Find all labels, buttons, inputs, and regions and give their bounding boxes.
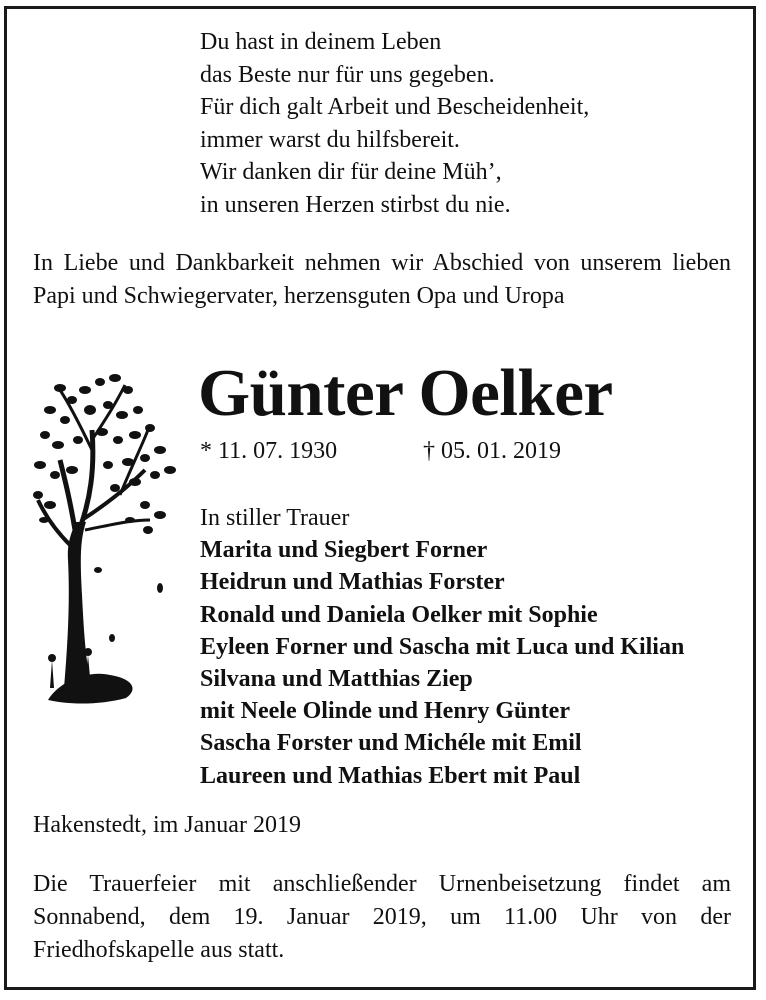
poem-line: in unseren Herzen stirbst du nie. [200,191,511,218]
mourner-entry: Ronald und Daniela Oelker mit Sophie [200,601,598,628]
death-date: † 05. 01. 2019 [423,438,561,464]
mourner-entry: Laureen und Mathias Ebert mit Paul [200,762,581,789]
birth-date: * 11. 07. 1930 [200,438,338,464]
mourner-entry: Silvana und Matthias Ziep [200,666,473,693]
mourner-entry: Eyleen Forner und Sascha mit Luca und Kilian [200,633,685,660]
life-dates [200,438,561,465]
poem-line: Du hast in deinem Leben [200,29,442,55]
poem-line: das Beste nur für uns gegeben. [200,61,495,88]
mourner-entry: mit Neele Olinde und Henry Günter [200,698,570,725]
poem-line: immer warst du hilfsbereit. [200,126,460,153]
mourner-entry: Sascha Forster und Michéle mit Emil [200,730,582,757]
poem-line: Für dich galt Arbeit und Bescheidenheit, [200,94,590,121]
poem-line: Wir danken dir für deine Müh’, [200,159,502,186]
tree-icon [30,370,190,715]
mourners-list [200,502,684,792]
deceased-name: Günter Oelker [198,356,613,430]
mourner-entry: Marita und Siegbert Forner [200,537,488,564]
place-date: Hakenstedt, im Januar 2019 [33,812,301,838]
intro-text: In Liebe und Dankbarkeit nehmen wir Abschied von unserem lieben Papi und Schwiegervater, herzensguten Opa und Uropa [33,250,731,309]
mourning-phrase: In stiller Trauer [200,505,350,531]
mourner-entry: Heidrun und Mathias Forster [200,569,505,596]
funeral-service-info: Die Trauerfeier mit anschließender Urnenbeisetzung findet am Sonnabend, dem 19. Januar 2019, um 11.00 Uhr von der Friedhofskapelle aus statt. [33,871,731,963]
poem [200,26,589,222]
